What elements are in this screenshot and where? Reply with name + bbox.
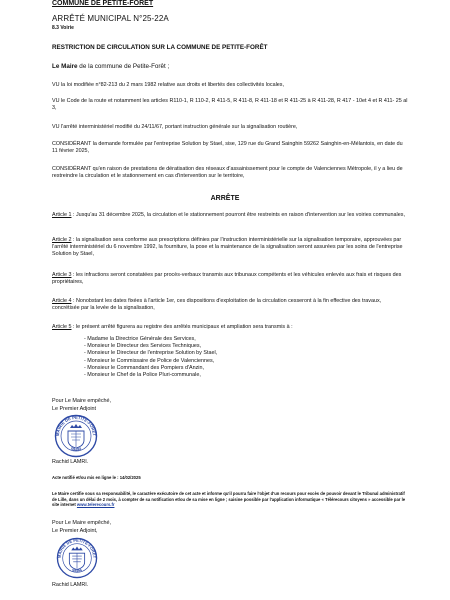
signature2-line2: Le Premier Adjoint, (52, 528, 98, 534)
mayor-bold: Le Maire (52, 63, 78, 70)
arrete-title: ARRÊTE (210, 195, 240, 202)
classification: 8.3 Voirie (52, 25, 74, 31)
article-label: Article 1 (52, 212, 72, 218)
article-label: Article 2 (52, 237, 72, 243)
telerecours-link[interactable]: www.telerecours.fr (76, 502, 115, 508)
article-label: Article 5 (52, 324, 72, 330)
article-5 (52, 324, 408, 331)
article-3 (52, 272, 408, 286)
article-text: : les infractions seront constatées par procès-verbaux transmis aux tribunaux compétents et les véhicules enlevés aux frais et risques des propriétaires, (52, 272, 402, 286)
commune-name: COMMUNE DE PETITE-FORET (52, 0, 154, 7)
signature1-line2: Le Premier Adjoint (52, 406, 97, 412)
recipient-item: - Monsieur le Chef de la Police Pluri-communale, (84, 372, 201, 379)
vu-paragraph: VU l'arrêté interministériel modifié du 24/11/67, portant instruction générale sur la signalisation routière, (52, 124, 298, 130)
article-label: Article 3 (52, 272, 72, 278)
considerant-paragraph: CONSIDÉRANT la demande formulée par l'entreprise Solution by Stael, sise, 129 rue du Grand Sainghin 59262 Sainghin-en-Mélantois, en date du 11 février 2025, (52, 141, 403, 155)
mayor-line (52, 63, 169, 70)
seal-bottom-text: 59494 (71, 568, 83, 574)
vu-paragraph: VU la loi modifiée n°82-213 du 2 mars 1982 relative aux droits et libertés des collectivités locales, (52, 82, 284, 88)
article-4 (52, 298, 408, 312)
recipient-item: - Monsieur le Commandant des Pompiers d'Anzin, (84, 364, 204, 371)
recipient-item: - Monsieur le Commissaire de Police de Valenciennes, (84, 357, 215, 364)
seal-top-text: MAIRIE DE PETITE-FORÊT (56, 537, 98, 559)
article-text: : la signalisation sera conforme aux prescriptions définies par l'instruction interministérielle sur la signalisation temporaire, approuvées par l'arrêté interministériel du 6 novembre 1992, la fourniture, la pose et la maintenance de la signalisation seront assurées par les soins de l'entreprise Solution by Stael, (52, 237, 403, 258)
seal-svg (54, 414, 98, 458)
recipients-list (84, 336, 217, 379)
article-text: : le présent arrêté figurera au registre des arrêtés municipaux et ampliation sera transmis à : (71, 324, 293, 330)
arrete-number: ARRÊTÉ MUNICIPAL N°25-22A (52, 14, 169, 23)
legal-notice-text: Le Maire certifie sous sa responsabilité, le caractère exécutoire de cet acte et informe qu'il pourra faire l'objet d'un recours pour excès de pouvoir devant le Tribunal administratif de Lille, dans un délai de 2 mois, à compter de sa notification et/ou de sa mise en ligne ; saisine possible par l'application informatique « Télérecours citoyens » accessible par le site internet (52, 491, 406, 508)
signature1-line1: Pour Le Maire empêché, (52, 398, 112, 404)
recipient-item: - Madame la Directrice Générale des Services, (84, 336, 196, 342)
mayor-rest: de la commune de Petite-Forêt ; (77, 63, 170, 70)
article-1 (52, 212, 408, 219)
article-label: Article 4 (52, 298, 72, 304)
article-text: : Nonobstant les dates fixées à l'article 1er, ces dispositions d'exploitation de la circulation cesseront à la fin effective des travaux, concrétisée par la levée de la signalisation, (52, 298, 382, 312)
considerant-paragraph: CONSIDÉRANT qu'en raison de prestations de dératisation des réseaux d'assainissement pour le compte de Valenciennes Métropole, il y a lieu de restreindre la circulation et le stationnement en cas d'intervention sur le territoire, (52, 166, 403, 180)
legal-notice (52, 491, 408, 508)
vu-paragraph: VU le Code de la route et notamment les articles R110-1, R 110-2, R 411-5, R 411-8, R 411-18 et R 411-25 à R 411-28, R 417 - 10et 4 et R 411- 25 al 3, (52, 98, 408, 112)
signature1-name: Rachid LAMRI. (52, 459, 89, 465)
publication-date: Acte notifié et/ou mis en ligne le : 14/02/2025 (52, 475, 141, 480)
article-text: : Jusqu'au 31 décembre 2025, la circulation et le stationnement pourront être restreints en raison d'intervention sur les voiries communales, (71, 212, 405, 218)
seal-top-text: MAIRIE DE PETITE-FORÊT (54, 414, 98, 437)
article-2 (52, 237, 408, 259)
mairie-seal-icon (56, 537, 98, 584)
recipient-item: - Monsieur le Directeur de l'entreprise Solution by Stael, (84, 350, 218, 357)
document-subject: RESTRICTION DE CIRCULATION SUR LA COMMUNE DE PETITE-FORÊT (52, 44, 268, 51)
signature2-name: Rachid LAMRI. (52, 582, 89, 588)
recipient-item: - Monsieur le Directeur des Services Techniques, (84, 343, 202, 350)
seal-svg (56, 537, 98, 579)
signature2-line1: Pour Le Maire empêché, (52, 520, 112, 526)
seal-bottom-text: 59494 (70, 445, 82, 452)
mairie-seal-icon (54, 414, 98, 463)
